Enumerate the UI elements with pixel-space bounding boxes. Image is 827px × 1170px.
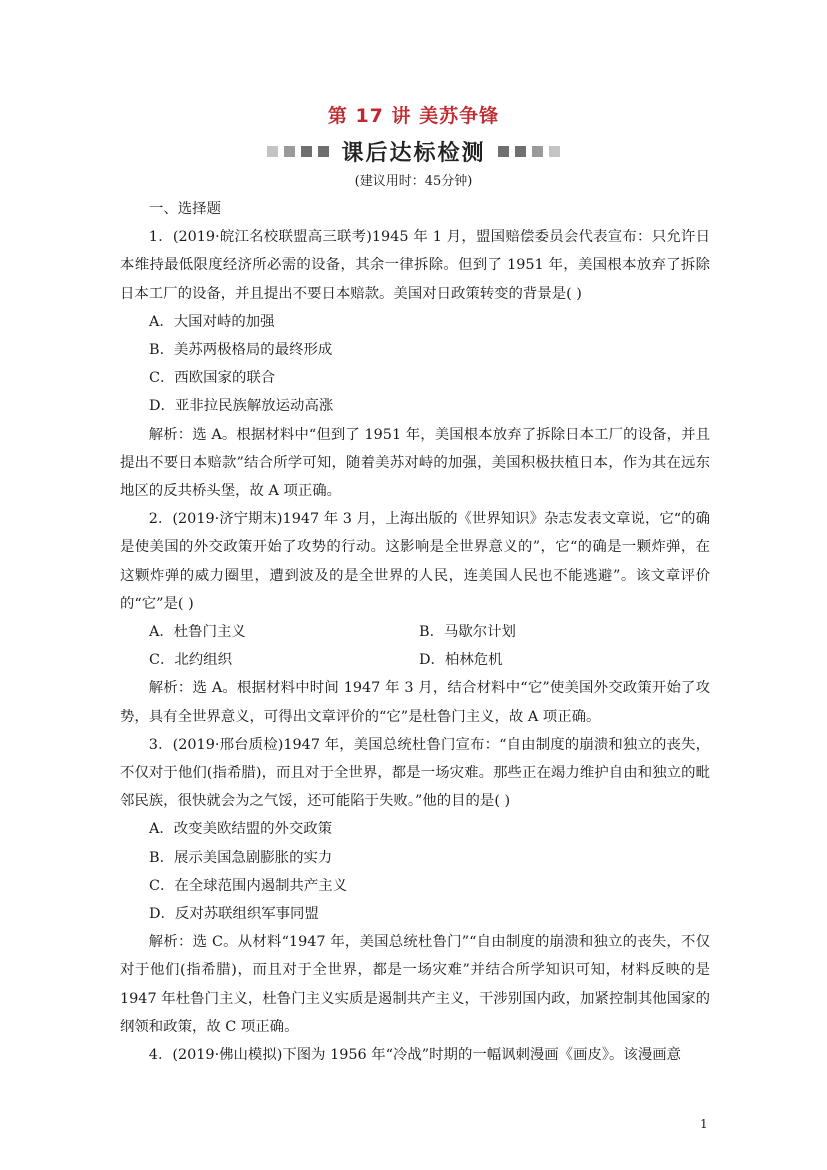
option: D．反对苏联组织军事同盟: [149, 906, 319, 923]
section-banner: [0, 136, 827, 166]
question-stem: 1．(2019·皖江名校联盟高三联考)1945 年 1 月，盟国赔偿委员会代表宣布：只允许日本维持最低限度经济所必需的设备，其余一律拆除。但到了 1951 年，美国根本放弃了拆除日本工厂的设备，并且提出不要日本赔款。美国对日政策转变的背景是( ): [120, 229, 710, 302]
banner-square-decoration: [498, 146, 509, 157]
banner-title: 课后达标检测: [341, 140, 486, 166]
option: D．柏林危机: [419, 652, 503, 669]
option: C．北约组织: [149, 652, 232, 669]
option: B．美苏两极格局的最终形成: [149, 342, 333, 359]
option-row: [120, 618, 710, 646]
option: B．展示美国急剧膨胀的实力: [149, 849, 333, 866]
question-stem: 3．(2019·邢台质检)1947 年，美国总统杜鲁门宣布：“自由制度的崩溃和独立的丧失，不仅对于他们(指希腊)，而且对于全世界，都是一场灾难。那些正在竭力维护自由和独立的毗邻民族，很快就会为之气馁，还可能陷于失败。”他的目的是( ): [120, 736, 710, 810]
option: D．亚非拉民族解放运动高涨: [149, 398, 334, 415]
banner-square-decoration: [318, 146, 329, 157]
analysis: 解析：选 A。根据材料中时间 1947 年 3 月，结合材料中“它”使美国外交政策开始了攻势，具有全世界意义，可得出文章评价的“它”是杜鲁门主义，故 A 项正确。: [120, 680, 710, 725]
option: C．在全球范围内遏制共产主义: [149, 877, 348, 894]
banner-square-decoration: [532, 146, 543, 157]
page-number: 1: [700, 1117, 708, 1131]
option: B．马歇尔计划: [419, 624, 516, 641]
option: A．杜鲁门主义: [149, 624, 246, 641]
analysis: 解析：选 A。根据材料中“但到了 1951 年，美国根本放弃了拆除日本工厂的设备，并且提出不要日本赔款”结合所学可知，随着美苏对峙的加强，美国积极扶植日本，作为其在远东地区的反共桥头堡，故 A 项正确。: [120, 426, 710, 500]
question-stem: 4．(2019·佛山模拟)下图为 1956 年“冷战”时期的一幅讽刺漫画《画皮》。该漫画意: [148, 1047, 681, 1064]
banner-square-decoration: [267, 146, 278, 157]
banner-square-decoration: [549, 146, 560, 157]
option: C．西欧国家的联合: [149, 370, 276, 387]
section-heading: 一、选择题: [149, 201, 221, 217]
option: A．大国对峙的加强: [149, 313, 275, 330]
analysis: 解析：选 C。从材料“1947 年，美国总统杜鲁门”“自由制度的崩溃和独立的丧失，不仅对于他们(指希腊)，而且对于全世界，都是一场灾难”并结合所学知识可知，材料反映的是 1947 年杜鲁门主义，杜鲁门主义实质是遏制共产主义，干涉别国内政，加紧控制其他国家的纲领和政策，故 C 项正确。: [120, 934, 710, 1035]
question-stem: 2．(2019·济宁期末)1947 年 3 月，上海出版的《世界知识》杂志发表文章说，它“的确是使美国的外交政策开始了攻势的行动。这影响是全世界意义的”，它“的确是一颗炸弹，在这颗炸弹的威力圈里，遭到波及的是全世界的人民，连美国人民也不能逃避”。该文章评价的“它”是( ): [120, 511, 710, 612]
document-body: [120, 195, 710, 1069]
option: A．改变美欧结盟的外交政策: [149, 821, 333, 838]
banner-square-decoration: [284, 146, 295, 157]
banner-square-decoration: [301, 146, 312, 157]
page-title: 第 17 讲 美苏争锋: [327, 105, 500, 127]
suggested-time: (建议用时：45分钟): [354, 174, 473, 189]
option-row: [120, 646, 710, 674]
banner-square-decoration: [515, 146, 526, 157]
